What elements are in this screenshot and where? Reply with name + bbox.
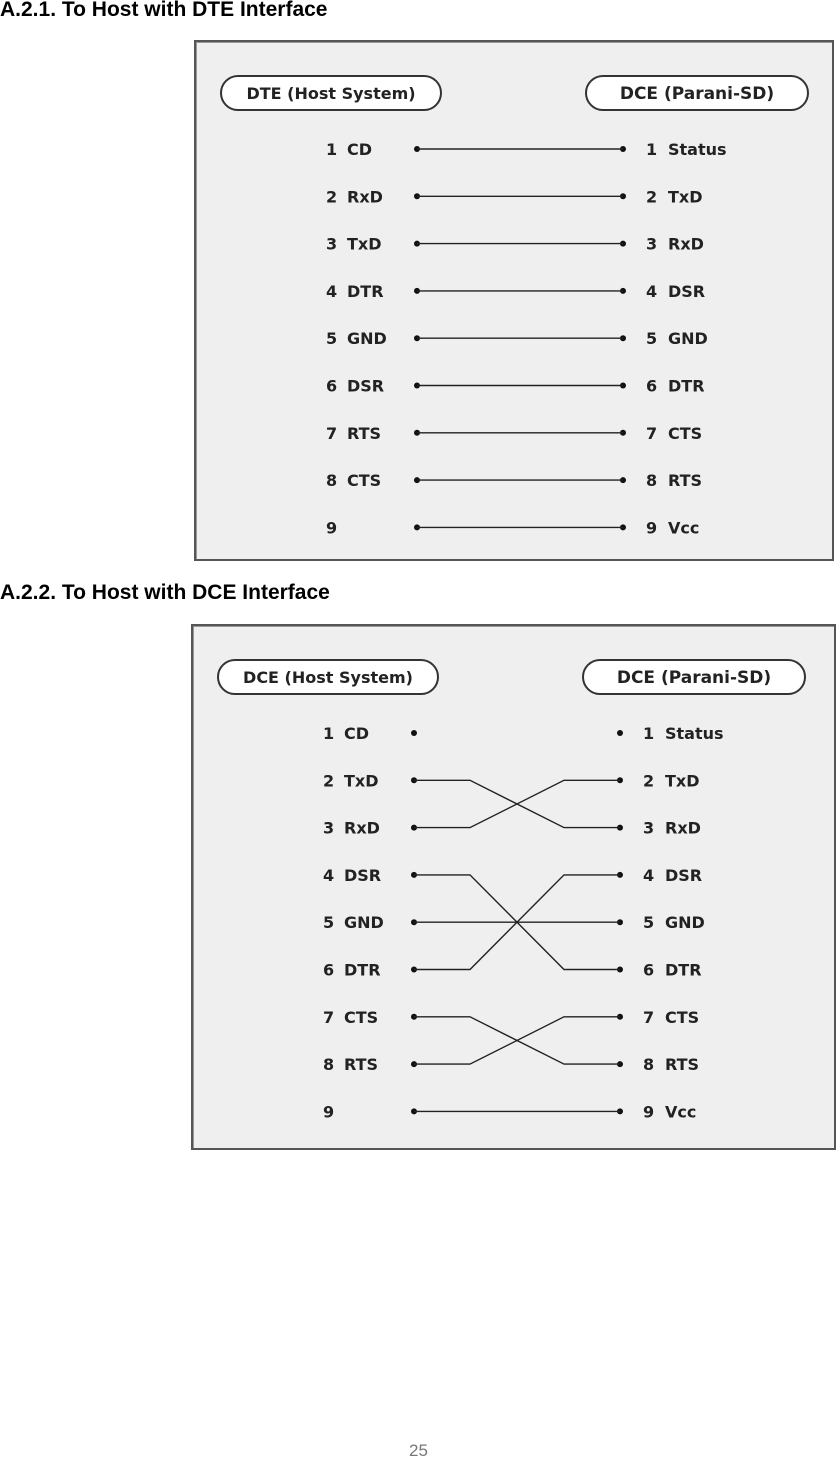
device-pin-name: DTR (665, 960, 702, 980)
wiring-diagram-svg (193, 626, 834, 1148)
device-pin-name: CTS (668, 423, 703, 443)
device-pin-number: 7 (646, 423, 658, 443)
host-pin-name: CTS (347, 471, 382, 491)
host-pin-number: 1 (326, 140, 338, 159)
host-pin-number: 7 (323, 1007, 335, 1027)
device-pin-name: RTS (668, 471, 703, 491)
host-pin-name: RxD (344, 818, 380, 838)
device-pin-name: Status (665, 724, 724, 743)
host-pin-number: 6 (326, 376, 338, 396)
device-pin-name: Vcc (668, 518, 700, 538)
host-pin-name: CTS (344, 1007, 379, 1027)
wiring-diagram-svg (196, 42, 832, 559)
wire-3-to-2 (414, 780, 620, 827)
device-pin-number: 1 (646, 140, 658, 159)
device-pin-number: 6 (646, 376, 658, 396)
host-pin-number: 8 (326, 471, 338, 491)
device-pin-name: TxD (668, 187, 703, 207)
host-pin-name: GND (347, 329, 387, 349)
device-pin-name: GND (665, 913, 705, 933)
device-pin-number: 9 (643, 1102, 655, 1122)
device-pin-number: 5 (643, 913, 655, 933)
host-pin-number: 3 (326, 234, 338, 254)
host-pin-number: 2 (323, 771, 335, 791)
host-pin-name: GND (344, 913, 384, 933)
device-pin-number: 9 (646, 518, 658, 538)
device-pin-name: DSR (665, 865, 703, 885)
device-pin-number: 3 (643, 818, 655, 838)
host-pin-number: 5 (326, 329, 338, 349)
host-pin-name: TxD (347, 234, 382, 254)
device-pin-dot (617, 730, 623, 736)
host-system-label: DCE (Host System) (243, 668, 413, 687)
wires (417, 149, 623, 527)
host-pin-name: DSR (344, 865, 382, 885)
device-pin-number: 1 (643, 724, 655, 743)
device-pin-number: 8 (646, 471, 658, 491)
wiring-diagram-dte-host (194, 40, 834, 561)
host-pin-name: DTR (347, 281, 384, 301)
device-pin-number: 2 (646, 187, 658, 207)
device-pin-name: DTR (668, 376, 705, 396)
host-system-label-box (218, 660, 438, 694)
host-pin-name: DSR (347, 376, 385, 396)
device-label-box (583, 660, 805, 694)
host-pin-number: 7 (326, 423, 338, 443)
host-pin-name: RxD (347, 187, 383, 207)
device-pin-name: RxD (668, 234, 704, 254)
wire-8-to-7 (414, 1017, 620, 1064)
host-pin-number: 2 (326, 187, 338, 207)
device-label: DCE (Parani-SD) (619, 84, 775, 104)
host-pin-number: 9 (323, 1102, 335, 1122)
host-system-label-box (221, 76, 441, 110)
host-pin-number: 4 (323, 865, 335, 885)
device-pin-name: GND (668, 329, 708, 349)
device-pin-number: 4 (643, 865, 655, 885)
host-pin-number: 8 (323, 1055, 335, 1075)
host-pin-number: 9 (326, 518, 338, 538)
wires (414, 780, 620, 1111)
device-pin-number: 8 (643, 1055, 655, 1075)
host-pin-name: CD (344, 724, 370, 743)
device-pin-name: CTS (665, 1007, 700, 1027)
device-label-box (586, 76, 808, 110)
section-heading-dte: A.2.1. To Host with DTE Interface (0, 0, 328, 21)
device-pin-name: RxD (665, 818, 701, 838)
device-pin-name: Vcc (665, 1102, 697, 1122)
device-pin-number: 7 (643, 1007, 655, 1027)
device-label: DCE (Parani-SD) (616, 668, 772, 688)
device-pin-number: 6 (643, 960, 655, 980)
device-pin-number: 2 (643, 771, 655, 791)
host-pin-name: RTS (347, 423, 382, 443)
host-pin-name: RTS (344, 1055, 379, 1075)
host-pin-number: 5 (323, 913, 335, 933)
device-pin-name: TxD (665, 771, 700, 791)
host-system-label: DTE (Host System) (246, 84, 416, 103)
section-heading-dce: A.2.2. To Host with DCE Interface (0, 581, 330, 604)
device-pin-number: 3 (646, 234, 658, 254)
device-pin-name: RTS (665, 1055, 700, 1075)
host-pin-name: DTR (344, 960, 381, 980)
host-pin-number: 6 (323, 960, 335, 980)
host-pin-number: 4 (326, 281, 338, 301)
host-pin-name: CD (347, 140, 373, 159)
device-pin-name: DSR (668, 281, 706, 301)
host-pin-number: 1 (323, 724, 335, 743)
device-pin-name: Status (668, 140, 727, 159)
host-pin-name: TxD (344, 771, 379, 791)
wiring-diagram-dce-host (191, 624, 836, 1150)
device-pin-number: 5 (646, 329, 658, 349)
page-number: 25 (409, 1441, 428, 1460)
host-pin-dot (411, 730, 417, 736)
device-pin-number: 4 (646, 281, 658, 301)
host-pin-number: 3 (323, 818, 335, 838)
